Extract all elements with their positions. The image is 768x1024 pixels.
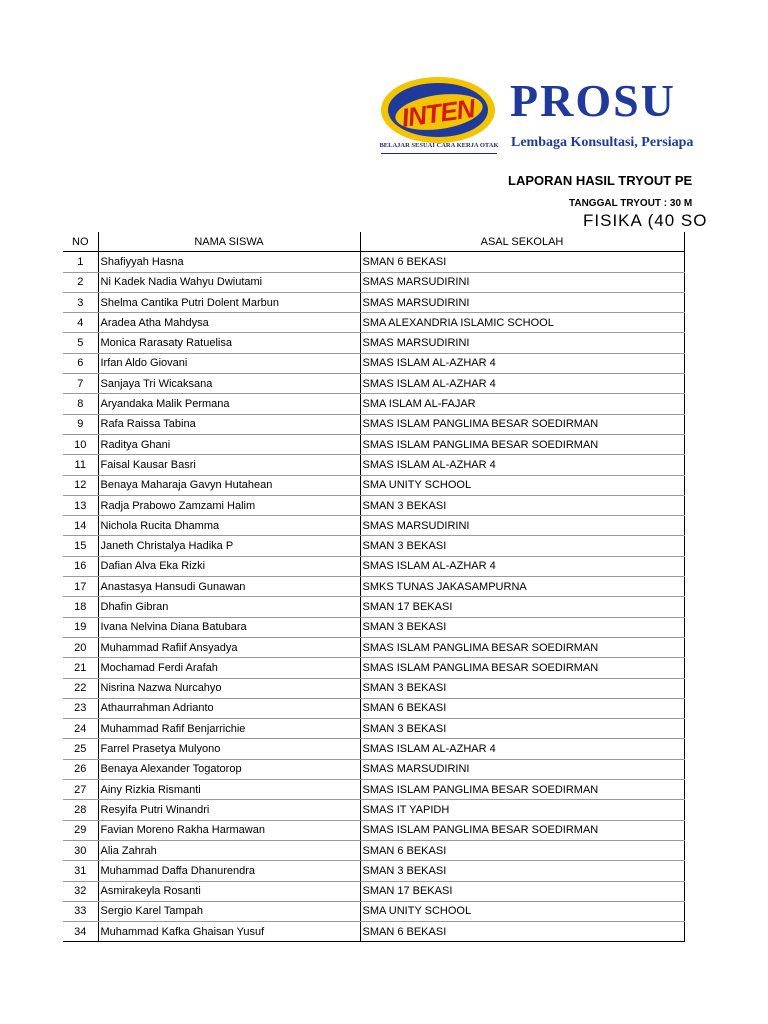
student-name: Muhammad Daffa Dhanurendra [98, 861, 360, 881]
table-row [63, 394, 684, 414]
row-number: 15 [63, 536, 98, 556]
table-row [63, 374, 684, 394]
student-name: Shafiyyah Hasna [98, 252, 360, 272]
column-header-nama-siswa: NAMA SISWA [98, 232, 360, 252]
table-row [63, 820, 684, 840]
student-name: Athaurrahman Adrianto [98, 698, 360, 718]
table-row [63, 678, 684, 698]
school-name: SMAS ISLAM PANGLIMA BESAR SOEDIRMAN [360, 658, 684, 678]
table-row [63, 800, 684, 820]
table-row [63, 922, 684, 942]
row-number: 25 [63, 739, 98, 759]
table-row [63, 881, 684, 901]
row-number: 2 [63, 272, 98, 292]
school-name: SMAN 6 BEKASI [360, 840, 684, 860]
school-name: SMAN 6 BEKASI [360, 698, 684, 718]
school-name: SMAS ISLAM AL-AZHAR 4 [360, 556, 684, 576]
student-name: Janeth Christalya Hadika P [98, 536, 360, 556]
student-name: Aryandaka Malik Permana [98, 394, 360, 414]
student-name: Aradea Atha Mahdysa [98, 313, 360, 333]
table-row [63, 861, 684, 881]
school-name: SMAS MARSUDIRINI [360, 759, 684, 779]
school-name: SMAS ISLAM PANGLIMA BESAR SOEDIRMAN [360, 820, 684, 840]
column-header-asal-sekolah: ASAL SEKOLAH [360, 232, 684, 252]
table-row [63, 536, 684, 556]
table-row [63, 698, 684, 718]
school-name: SMKS TUNAS JAKASAMPURNA [360, 577, 684, 597]
student-name: Radja Prabowo Zamzami Halim [98, 495, 360, 515]
table-row [63, 840, 684, 860]
student-name: Asmirakeyla Rosanti [98, 881, 360, 901]
school-name: SMAS ISLAM AL-AZHAR 4 [360, 374, 684, 394]
row-number: 18 [63, 597, 98, 617]
row-number: 7 [63, 374, 98, 394]
school-name: SMAN 3 BEKASI [360, 617, 684, 637]
school-name: SMA ISLAM AL-FAJAR [360, 394, 684, 414]
row-number: 22 [63, 678, 98, 698]
table-row [63, 556, 684, 576]
student-name: Benaya Alexander Togatorop [98, 759, 360, 779]
row-number: 33 [63, 901, 98, 921]
school-name: SMA UNITY SCHOOL [360, 475, 684, 495]
row-number: 13 [63, 495, 98, 515]
row-number: 5 [63, 333, 98, 353]
row-number: 11 [63, 455, 98, 475]
row-number: 16 [63, 556, 98, 576]
row-number: 17 [63, 577, 98, 597]
school-name: SMAS MARSUDIRINI [360, 516, 684, 536]
school-name: SMAN 3 BEKASI [360, 861, 684, 881]
row-number: 28 [63, 800, 98, 820]
row-number: 27 [63, 780, 98, 800]
row-number: 4 [63, 313, 98, 333]
school-name: SMAN 3 BEKASI [360, 678, 684, 698]
table-row [63, 353, 684, 373]
student-name: Ainy Rizkia Rismanti [98, 780, 360, 800]
table-row [63, 739, 684, 759]
row-number: 19 [63, 617, 98, 637]
table-row [63, 434, 684, 454]
subject-title: FISIKA (40 SO [583, 211, 708, 230]
student-name: Resyifa Putri Winandri [98, 800, 360, 820]
school-name: SMAN 6 BEKASI [360, 922, 684, 942]
table-row [63, 719, 684, 739]
row-number: 23 [63, 698, 98, 718]
row-number: 24 [63, 719, 98, 739]
brand-name: PROSU [510, 75, 676, 126]
school-name: SMAS ISLAM AL-AZHAR 4 [360, 455, 684, 475]
school-name: SMAS ISLAM PANGLIMA BESAR SOEDIRMAN [360, 414, 684, 434]
student-name: Sanjaya Tri Wicaksana [98, 374, 360, 394]
table-row [63, 901, 684, 921]
table-row [63, 658, 684, 678]
school-name: SMAS ISLAM AL-AZHAR 4 [360, 353, 684, 373]
logo-tagline: BELAJAR SESUAI CARA KERJA OTAK [379, 142, 499, 149]
table-row [63, 455, 684, 475]
school-name: SMAS IT YAPIDH [360, 800, 684, 820]
brand-subtitle: Lembaga Konsultasi, Persiapa [511, 135, 694, 150]
school-name: SMA UNITY SCHOOL [360, 901, 684, 921]
row-number: 8 [63, 394, 98, 414]
row-number: 1 [63, 252, 98, 272]
logo-text: INTEN [399, 93, 477, 133]
student-name: Sergio Karel Tampah [98, 901, 360, 921]
column-header-no: NO [63, 232, 98, 252]
student-name: Irfan Aldo Giovani [98, 353, 360, 373]
student-name: Shelma Cantika Putri Dolent Marbun [98, 292, 360, 312]
table-header-row [63, 232, 684, 252]
school-name: SMAS ISLAM PANGLIMA BESAR SOEDIRMAN [360, 780, 684, 800]
row-number: 20 [63, 637, 98, 657]
student-results-table [63, 232, 685, 942]
table-row [63, 516, 684, 536]
row-number: 31 [63, 861, 98, 881]
row-number: 29 [63, 820, 98, 840]
student-name: Dhafin Gibran [98, 597, 360, 617]
student-name: Faisal Kausar Basri [98, 455, 360, 475]
student-name: Monica Rarasaty Ratuelisa [98, 333, 360, 353]
logo-underline [381, 153, 497, 154]
report-title: LAPORAN HASIL TRYOUT PE [508, 173, 693, 188]
school-name: SMAS MARSUDIRINI [360, 272, 684, 292]
row-number: 30 [63, 840, 98, 860]
row-number: 9 [63, 414, 98, 434]
table-row [63, 597, 684, 617]
row-number: 34 [63, 922, 98, 942]
student-name: Nichola Rucita Dhamma [98, 516, 360, 536]
school-name: SMAN 17 BEKASI [360, 597, 684, 617]
table-row [63, 495, 684, 515]
table-row [63, 759, 684, 779]
student-name: Rafa Raissa Tabina [98, 414, 360, 434]
school-name: SMAS MARSUDIRINI [360, 292, 684, 312]
school-name: SMAN 3 BEKASI [360, 536, 684, 556]
table-row [63, 333, 684, 353]
table-row [63, 475, 684, 495]
school-name: SMA ALEXANDRIA ISLAMIC SCHOOL [360, 313, 684, 333]
table-row [63, 577, 684, 597]
school-name: SMAN 6 BEKASI [360, 252, 684, 272]
school-name: SMAS MARSUDIRINI [360, 333, 684, 353]
school-name: SMAS ISLAM PANGLIMA BESAR SOEDIRMAN [360, 637, 684, 657]
student-name: Ni Kadek Nadia Wahyu Dwiutami [98, 272, 360, 292]
table-row [63, 313, 684, 333]
student-name: Raditya Ghani [98, 434, 360, 454]
row-number: 21 [63, 658, 98, 678]
student-name: Nisrina Nazwa Nurcahyo [98, 678, 360, 698]
inten-logo [379, 75, 499, 155]
row-number: 6 [63, 353, 98, 373]
table-row [63, 414, 684, 434]
student-name: Benaya Maharaja Gavyn Hutahean [98, 475, 360, 495]
student-name: Ivana Nelvina Diana Batubara [98, 617, 360, 637]
student-name: Alia Zahrah [98, 840, 360, 860]
table-row [63, 292, 684, 312]
table-row [63, 780, 684, 800]
table-row [63, 272, 684, 292]
student-name: Muhammad Rafiif Ansyadya [98, 637, 360, 657]
row-number: 3 [63, 292, 98, 312]
table-body [63, 252, 684, 942]
student-name: Muhammad Kafka Ghaisan Yusuf [98, 922, 360, 942]
school-name: SMAN 17 BEKASI [360, 881, 684, 901]
student-name: Mochamad Ferdi Arafah [98, 658, 360, 678]
student-name: Favian Moreno Rakha Harmawan [98, 820, 360, 840]
row-number: 14 [63, 516, 98, 536]
school-name: SMAN 3 BEKASI [360, 719, 684, 739]
row-number: 12 [63, 475, 98, 495]
school-name: SMAN 3 BEKASI [360, 495, 684, 515]
row-number: 32 [63, 881, 98, 901]
table-row [63, 617, 684, 637]
school-name: SMAS ISLAM PANGLIMA BESAR SOEDIRMAN [360, 434, 684, 454]
table-row [63, 252, 684, 272]
student-name: Farrel Prasetya Mulyono [98, 739, 360, 759]
school-name: SMAS ISLAM AL-AZHAR 4 [360, 739, 684, 759]
student-name: Muhammad Rafif Benjarrichie [98, 719, 360, 739]
student-name: Anastasya Hansudi Gunawan [98, 577, 360, 597]
table-row [63, 637, 684, 657]
row-number: 26 [63, 759, 98, 779]
tryout-date: TANGGAL TRYOUT : 30 M [569, 198, 693, 209]
row-number: 10 [63, 434, 98, 454]
student-name: Dafian Alva Eka Rizki [98, 556, 360, 576]
